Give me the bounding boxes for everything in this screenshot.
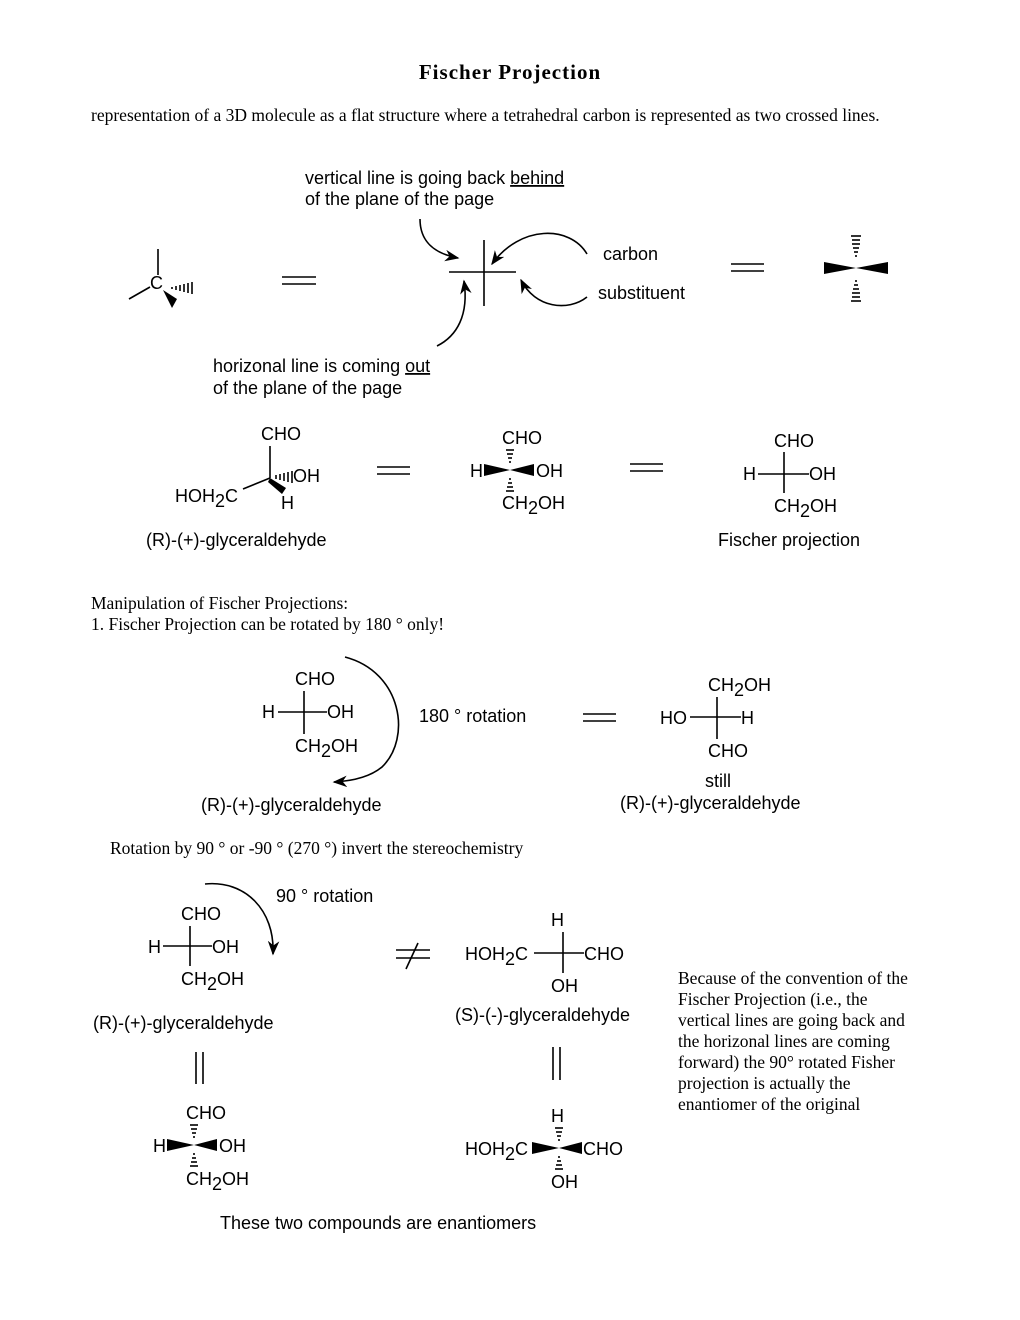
substituent-arrow [521, 280, 587, 306]
svg-text:CHO: CHO [774, 431, 814, 451]
vertical-note-arrow [420, 219, 458, 258]
glyceraldehyde-fischer-projection [743, 431, 837, 521]
carbon-arrow [492, 233, 587, 264]
svg-text:CHO: CHO [261, 424, 301, 444]
svg-text:CHO: CHO [181, 904, 221, 924]
horizontal-note-arrow [437, 281, 465, 346]
enantiomers-note: These two compounds are enantiomers [220, 1213, 537, 1233]
parallel-equals-left [196, 1052, 203, 1084]
svg-text:H: H [262, 702, 275, 722]
rule-180-rotation: 1. Fischer Projection can be rotated by 180 ° only! [91, 614, 445, 634]
svg-text:CH2OH: CH2OH [502, 493, 566, 518]
glyceraldehyde-wedge-dash-fischer [470, 428, 565, 518]
svg-text:CHO: CHO [186, 1103, 226, 1123]
svg-text:CHO: CHO [584, 944, 624, 964]
vertical-line-note: vertical line is going back behind [305, 168, 565, 188]
horizontal-line-note: horizonal line is coming out [213, 356, 431, 376]
fischer-rotated-90 [465, 910, 624, 996]
svg-text:OH: OH [293, 466, 320, 486]
svg-text:OH: OH [536, 461, 563, 481]
parallel-equals-right [553, 1047, 560, 1080]
carbon-label: carbon [603, 244, 659, 264]
tetrahedral-carbon-structure [129, 249, 192, 308]
svg-text:CH2OH: CH2OH [295, 736, 359, 761]
svg-text:OH: OH [327, 702, 354, 722]
fischer-r-glyceraldehyde-90 [148, 904, 244, 994]
equals-sign [630, 464, 663, 471]
fischer-r-glyceraldehyde-180 [262, 669, 358, 761]
vertical-line-note-line2: of the plane of the page [305, 189, 495, 209]
svg-text:OH: OH [809, 464, 836, 484]
equals-sign [583, 714, 616, 721]
explanation-line: enantiomer of the original [678, 1094, 861, 1114]
horizontal-line-note-line2: of the plane of the page [213, 378, 403, 398]
svg-text:H: H [281, 493, 294, 513]
r-glyceraldehyde-label: (R)-(+)-glyceraldehyde [93, 1013, 274, 1033]
svg-text:CHO: CHO [502, 428, 542, 448]
carbon-atom-label: C [150, 273, 163, 293]
svg-text:CHO: CHO [295, 669, 335, 689]
wedge-dash-carbon [824, 236, 888, 301]
r-glyceraldehyde-label: (R)-(+)-glyceraldehyde [146, 530, 327, 550]
svg-text:CHO: CHO [583, 1139, 623, 1159]
svg-text:OH: OH [219, 1136, 246, 1156]
wedge-dash-r-glyceraldehyde [153, 1103, 249, 1194]
svg-text:OH: OH [551, 976, 578, 996]
s-glyceraldehyde-label: (S)-(-)-glyceraldehyde [455, 1005, 631, 1025]
explanation-line: vertical lines are going back and [678, 1010, 905, 1030]
equals-sign [282, 277, 316, 284]
svg-text:CH2OH: CH2OH [181, 969, 245, 994]
svg-text:H: H [743, 464, 756, 484]
substituent-label: substituent [598, 283, 686, 303]
svg-text:CH2OH: CH2OH [708, 675, 772, 700]
intro-paragraph: representation of a 3D molecule as a flat structure where a tetrahedral carbon is represented as two crossed lines. [91, 105, 880, 125]
hoh2c-group: HOH2C [465, 1139, 529, 1164]
page-title: Fischer Projection [418, 60, 602, 84]
hoh2c-group: HOH2C [465, 944, 529, 969]
explanation-line: Fischer Projection (i.e., the [678, 989, 868, 1009]
explanation-line: Because of the convention of the [678, 968, 908, 988]
svg-text:H: H [470, 461, 483, 481]
explanation-line: projection is actually the [678, 1073, 851, 1093]
hoh2c-group: HOH2C [175, 486, 239, 511]
not-equal-sign [396, 943, 430, 969]
rotation-90-label: 90 ° rotation [276, 886, 374, 906]
rotation-180-label: 180 ° rotation [419, 706, 527, 726]
svg-text:HO: HO [660, 708, 687, 728]
fischer-rotated-180 [660, 675, 771, 761]
explanation-line: the horizonal lines are coming [678, 1031, 890, 1051]
manipulation-heading: Manipulation of Fischer Projections: [91, 593, 349, 613]
rule-90-rotation: Rotation by 90 ° or -90 ° (270 °) invert the stereochemistry [110, 838, 524, 858]
r-glyceraldehyde-label: (R)-(+)-glyceraldehyde [201, 795, 382, 815]
svg-text:CH2OH: CH2OH [186, 1169, 250, 1194]
wedge-dash-s-glyceraldehyde [465, 1106, 623, 1192]
svg-text:H: H [551, 910, 564, 930]
explanation-line: forward) the 90° rotated Fisher [678, 1052, 895, 1072]
svg-text:OH: OH [212, 937, 239, 957]
svg-text:H: H [551, 1106, 564, 1126]
fischer-projection-label: Fischer projection [718, 530, 861, 550]
svg-text:H: H [741, 708, 754, 728]
svg-text:OH: OH [551, 1172, 578, 1192]
svg-text:CHO: CHO [708, 741, 748, 761]
svg-text:CH2OH: CH2OH [774, 496, 838, 521]
glyceraldehyde-wedge-structure [175, 424, 320, 513]
r-glyceraldehyde-label: (R)-(+)-glyceraldehyde [620, 793, 801, 813]
svg-text:H: H [153, 1136, 166, 1156]
still-label: still [705, 771, 731, 791]
equals-sign [377, 467, 410, 474]
svg-text:H: H [148, 937, 161, 957]
equals-sign [731, 264, 764, 271]
